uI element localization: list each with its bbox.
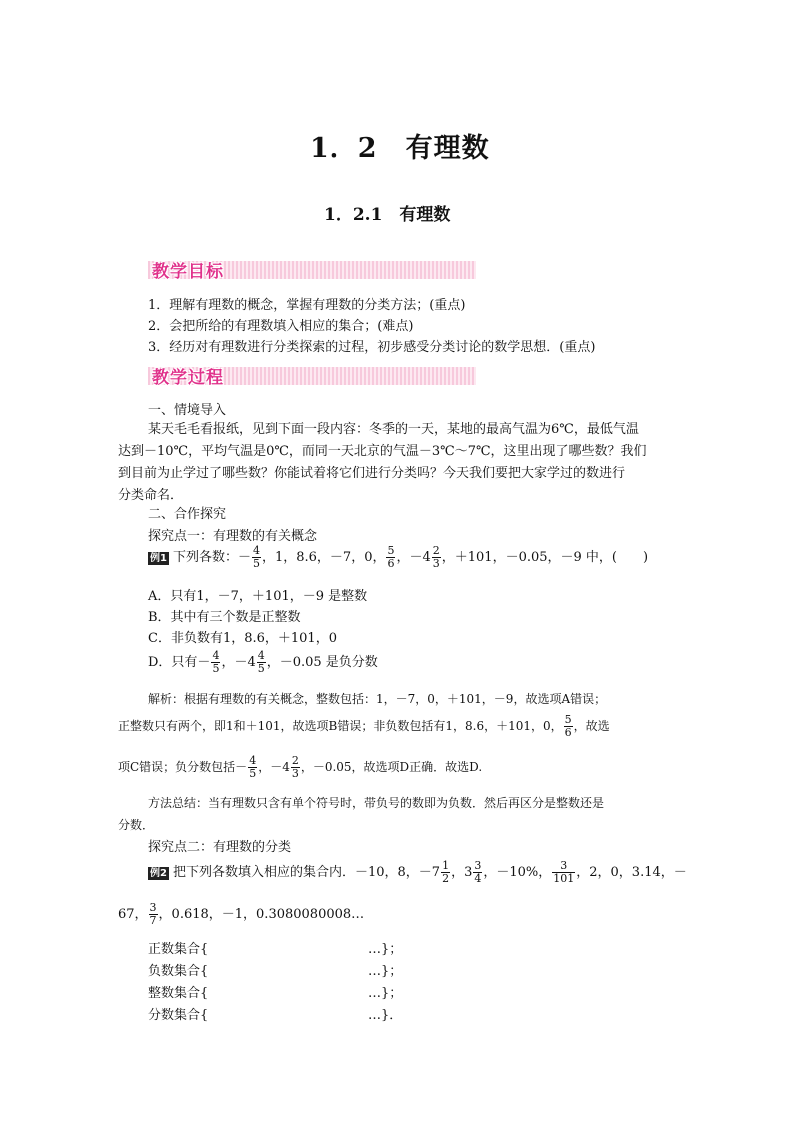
fraction: $\frac{5}{6}$ xyxy=(564,713,572,739)
fraction: $\frac{5}{6}$ xyxy=(387,544,395,570)
fraction: $\frac{2}{3}$ xyxy=(432,544,440,570)
explore-point-1: 探究点一：有理数的有关概念 xyxy=(148,529,318,544)
example2-tag: 例2 xyxy=(150,868,167,879)
fraction: $\frac{1}{2}$ xyxy=(442,859,450,885)
goal-item: 2．会把所给的有理数填入相应的集合；(难点) xyxy=(148,319,414,334)
explore-point-2: 探究点二：有理数的分类 xyxy=(148,840,292,855)
analysis-line: 项C错误；负分数包括－ $\frac{4}{5}$ ，－4 $\frac{2}{3}$ ，－0.05，故选项D正确．故选D. xyxy=(118,754,483,780)
example1-option-d: D．只有－ $\frac{4}{5}$ ，－4 $\frac{4}{5}$ ，－0.05 是负分数 xyxy=(148,649,378,675)
goals-banner-label: 教学目标 xyxy=(152,262,224,282)
set-negative: 负数集合{ …}； xyxy=(148,964,403,979)
fraction: $\frac{3}{4}$ xyxy=(474,859,482,885)
fraction: $\frac{3}{7}$ xyxy=(149,901,157,927)
analysis-line: 正整数只有两个，即1和＋101，故选项B错误；非负数包括有1，8.6，＋101，0， $\frac{5}{6}$ ，故选 xyxy=(118,713,610,739)
fraction: $\frac{2}{3}$ xyxy=(291,754,299,780)
example2-line2: 67， $\frac{3}{7}$ ，0.618，－1，0.3080080008… xyxy=(118,901,365,927)
intro-heading: 一、情境导入 xyxy=(148,403,227,418)
page-title: 1．2 有理数 xyxy=(310,133,490,164)
section-subtitle: 1．2.1 有理数 xyxy=(324,205,451,225)
process-banner-label: 教学过程 xyxy=(152,368,224,388)
analysis-line: 解析：根据有理数的有关概念，整数包括：1，－7，0，＋101，－9，故选项A错误； xyxy=(148,692,607,706)
set-integer: 整数集合{ …}； xyxy=(148,986,403,1001)
intro-line: 达到－10℃，平均气温是0℃，而同一天北京的气温－3℃～7℃，这里出现了哪些数？我们 xyxy=(118,444,647,459)
intro-line: 分类命名． xyxy=(118,488,184,503)
summary-line: 分数． xyxy=(118,818,155,832)
intro-line: 某天毛毛看报纸，见到下面一段内容：冬季的一天，某地的最高气温为6℃，最低气温 xyxy=(148,422,639,437)
set-fraction: 分数集合{ …}． xyxy=(148,1008,403,1023)
intro-line: 到目前为止学过了哪些数？你能试着将它们进行分类吗？今天我们要把大家学过的数进行 xyxy=(118,466,626,481)
fraction: $\frac{4}{5}$ xyxy=(249,754,257,780)
example2-stem: 例2 把下列各数填入相应的集合内．－10，8，－7 $\frac{1}{2}$ ，3 $\frac{3}{4}$ ，－10%， $\frac{3}{101}$ ，2，0，3.14，－ xyxy=(150,859,687,885)
example1-stem: 例1 下列各数：－ $\frac{4}{5}$ ，1，8.6，－7，0， $\frac{5}{6}$ ，－4 $\frac{2}{3}$ ，＋101，－0.05，－9 中，( ) xyxy=(150,544,649,570)
example1-option-a: A．只有1，－7，＋101，－9 是整数 xyxy=(148,589,368,604)
goal-item: 3．经历对有理数进行分类探索的过程，初步感受分类讨论的数学思想．(重点) xyxy=(148,340,596,355)
fraction: $\frac{4}{5}$ xyxy=(252,544,260,570)
summary-line: 方法总结：当有理数只含有单个符号时，带负号的数即为负数．然后再区分是整数还是 xyxy=(148,796,605,810)
fraction: $\frac{4}{5}$ xyxy=(257,649,265,675)
example1-option-b: B．其中有三个数是正整数 xyxy=(148,610,301,625)
set-positive: 正数集合{ …}； xyxy=(148,942,403,957)
goal-item: 1．理解有理数的概念，掌握有理数的分类方法；(重点) xyxy=(148,298,466,313)
explore-heading: 二、合作探究 xyxy=(148,507,227,522)
process-banner xyxy=(148,364,476,388)
example1-option-c: C．非负数有1，8.6，＋101，0 xyxy=(148,631,337,646)
fraction: $\frac{4}{5}$ xyxy=(212,649,220,675)
goals-banner xyxy=(148,258,476,282)
example1-tag: 例1 xyxy=(150,553,167,564)
fraction: $\frac{3}{101}$ xyxy=(553,859,575,885)
